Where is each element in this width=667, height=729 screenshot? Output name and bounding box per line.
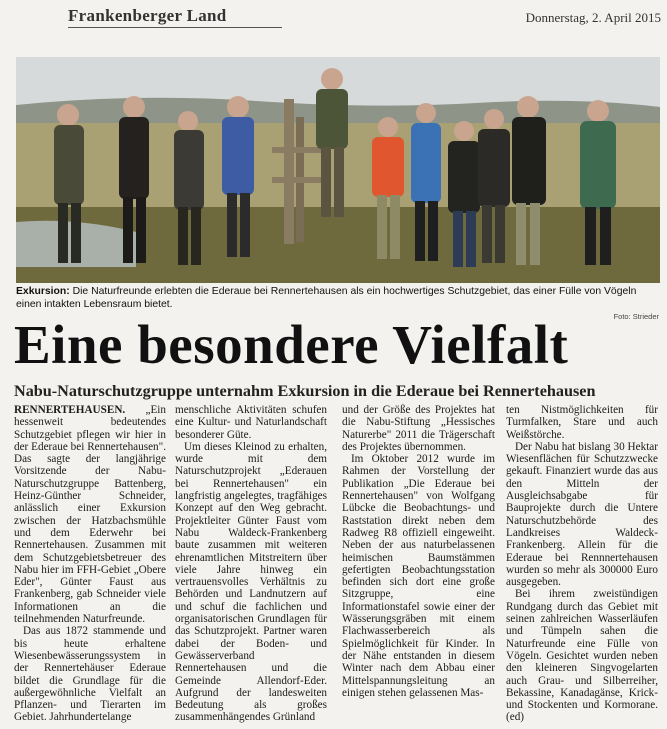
- subheadline: Nabu-Naturschutzgruppe unternahm Exkursion in die Ederaue bei Rennertehausen: [14, 382, 596, 400]
- section-underline: [68, 27, 282, 28]
- group-photo-illustration: [16, 57, 660, 283]
- masthead: [0, 0, 667, 36]
- article-column-4: [506, 404, 658, 724]
- headline: Eine besondere Vielfalt: [14, 314, 569, 375]
- paragraph: Bei ihrem zweistündigen Rundgang durch das Gebiet mit seinen zahlreichen Wasserläufen und Tümpeln sahen die Naturfreunde eine Fülle von Vögeln. Gesichtet wurden neben den kleineren Singvogelarten auch Grau- und Silberreiher, Bekassine, Kanadagänse, Krick- und Stockenten und Kormorane. (ed): [506, 588, 658, 724]
- issue-date: Donnerstag, 2. April 2015: [525, 10, 661, 25]
- paragraph: menschliche Aktivitäten schufen eine Kultur- und Naturlandschaft besonderer Güte.: [175, 404, 327, 441]
- group-photo: [16, 57, 660, 283]
- caption-lead: Exkursion:: [16, 286, 70, 297]
- photo-credit: Foto: Strieder: [613, 312, 659, 321]
- paragraph: RENNERTEHAUSEN. „Ein hessenweit bedeutendes Schutzgebiet pflegen wir hier in der Ederaue bei Rennertehausen". Das sagte der langjährige Vorsitzende der Nabu-Naturschutzgruppe Battenberg, Heinz-Günther Schneider, anlässlich einer Exkursion zwischen der Hatzbachsmühle und dem Ederwehr bei Rennertehausen. Zusammen mit dem Schutzgebietsbetreuer des Nabu hier im FFH-Gebiet „Obere Eder", Günter Faust aus Frankenberg, gab Schneider viele Informationen an die teilnehmenden Naturfreunde.: [14, 404, 166, 626]
- paragraph: Das aus 1872 stammende und bis heute erhaltene Wiesenbewässerungssystem in der Rennertehäuser Ederaue bildet die Grundlage für die außergewöhnliche Vielfalt an Pflanzen- und Tierarten im Gebiet. Jahrhundertelange: [14, 625, 166, 724]
- caption-text: Die Naturfreunde erlebten die Ederaue bei Rennertehausen als ein hochwertiges Schutzgebiet, das einer Fülle von Vögeln einen intakten Lebensraum bietet.: [16, 286, 637, 310]
- article-column-3: [342, 404, 495, 699]
- article-body: [14, 404, 660, 726]
- paragraph: und der Größe des Projektes hat die Nabu-Stiftung „Hessisches Naturerbe" 2011 die Trägerschaft des Projektes übernommen.: [342, 404, 495, 453]
- paragraph: Der Nabu hat bislang 30 Hektar Wiesenflächen für Schutzzwecke gekauft. Finanziert wurde das aus den Mitteln der Ausgleichsabgabe für Bauprojekte durch die Untere Naturschutzbehörde des Landkreises Waldeck-Frankenberg. Allein für die Ederaue bei Rennnertehausen wurden so mehr als 300000 Euro ausgegeben.: [506, 440, 658, 589]
- article-column-2: [175, 404, 327, 724]
- paragraph: ten Nistmöglichkeiten für Turmfalken, Stare und auch Weißstörche.: [506, 404, 658, 441]
- photo-caption: [16, 285, 660, 311]
- article-column-1: [14, 404, 166, 724]
- dateline: RENNERTEHAUSEN.: [14, 404, 126, 416]
- paragraph: Im Oktober 2012 wurde im Rahmen der Vorstellung der Publikation „Die Ederaue bei Rennertehausen" von Wolfgang Lübcke die Beobachtungs- und Raststation direkt neben dem Radweg R8 offiziell eingeweiht. Neben der aus naturbelassenen heimischen Baumstämmen gefertigten Beobachtungsstation befinden sich dort eine große Sitzgruppe, eine Informationstafel sowie einer der Wässerungsgräben mit einem Flachwasserbereich als Spielmöglichkeit für Kinder. In der Nähe entstanden in diesem Winter nach dem Abbau einer Mittelspannungsleitung an einigen stehen gelassenen Mas-: [342, 453, 495, 699]
- paragraph: Um dieses Kleinod zu erhalten, wurde mit dem Naturschutzprojekt „Ederauen bei Rennertehausen" ein langfristig angelegtes, tragfähiges Konzept auf den Weg gebracht. Projektleiter Günter Faust vom Nabu Waldeck-Frankenberg baute zusammen mit weiteren ehrenamtlichen Mitstreitern über viele Jahre hinweg ein vertrauensvolles Verhältnis zu Behörden und Landnutzern auf und schuf die fachlichen und organisatorischen Grundlagen für das Schutzprojekt. Partner waren dabei der Boden- und Gewässerverband Rennertehausen und die Gemeinde Allendorf-Eder. Aufgrund der landesweiten Bedeutung als großes zusammenhängendes Grünland: [175, 440, 327, 724]
- section-title: Frankenberger Land: [68, 6, 227, 25]
